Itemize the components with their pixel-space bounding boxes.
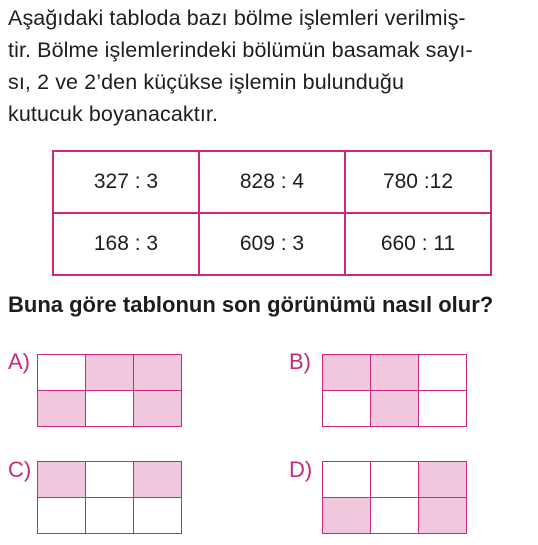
grid-cell: [86, 391, 133, 426]
instructions-line: tir. Bölme işlemlerindeki bölümün basamak sayı-: [8, 38, 473, 62]
grid-cell: [419, 391, 466, 426]
grid-cell: [86, 462, 133, 497]
grid-cell: [38, 498, 85, 533]
instructions-line: Aşağıdaki tabloda bazı bölme işlemleri verilmiş-: [8, 6, 466, 30]
grid-cell-shaded: [134, 462, 181, 497]
grid-cell: [323, 462, 370, 497]
option-d-grid[interactable]: [322, 461, 467, 534]
division-table: [52, 150, 492, 276]
option-b-label[interactable]: B): [289, 349, 311, 374]
option-c-grid[interactable]: [37, 461, 182, 534]
instructions-line: sı, 2 ve 2’den küçükse işlemin bulunduğu: [8, 70, 405, 94]
grid-cell: [86, 498, 133, 533]
table-row: [53, 151, 491, 213]
instructions-paragraph: [8, 2, 536, 130]
division-cell: 168 : 3: [53, 213, 199, 275]
grid-cell: [419, 355, 466, 390]
grid-cell: [323, 391, 370, 426]
division-cell: 327 : 3: [53, 151, 199, 213]
grid-cell-shaded: [134, 391, 181, 426]
instructions-line: kutucuk boyanacaktır.: [8, 102, 219, 126]
grid-cell-shaded: [323, 498, 370, 533]
grid-cell-shaded: [419, 498, 466, 533]
grid-cell-shaded: [371, 391, 418, 426]
grid-cell-shaded: [371, 355, 418, 390]
division-cell: 828 : 4: [199, 151, 345, 213]
grid-cell-shaded: [86, 355, 133, 390]
grid-cell-shaded: [38, 462, 85, 497]
division-cell: 780 :12: [345, 151, 491, 213]
grid-cell-shaded: [419, 462, 466, 497]
grid-cell: [371, 462, 418, 497]
division-cell: 660 : 11: [345, 213, 491, 275]
grid-cell-shaded: [38, 391, 85, 426]
grid-cell: [134, 498, 181, 533]
grid-cell: [38, 355, 85, 390]
option-b-grid[interactable]: [322, 354, 467, 427]
option-d-label[interactable]: D): [289, 457, 313, 482]
question-text: Buna göre tablonun son görünümü nasıl olur?: [8, 292, 494, 317]
option-a-label[interactable]: A): [8, 349, 30, 374]
option-a-grid[interactable]: [37, 354, 182, 427]
grid-cell: [371, 498, 418, 533]
grid-cell-shaded: [323, 355, 370, 390]
grid-cell-shaded: [134, 355, 181, 390]
division-cell: 609 : 3: [199, 213, 345, 275]
option-c-label[interactable]: C): [8, 457, 32, 482]
table-row: [53, 213, 491, 275]
